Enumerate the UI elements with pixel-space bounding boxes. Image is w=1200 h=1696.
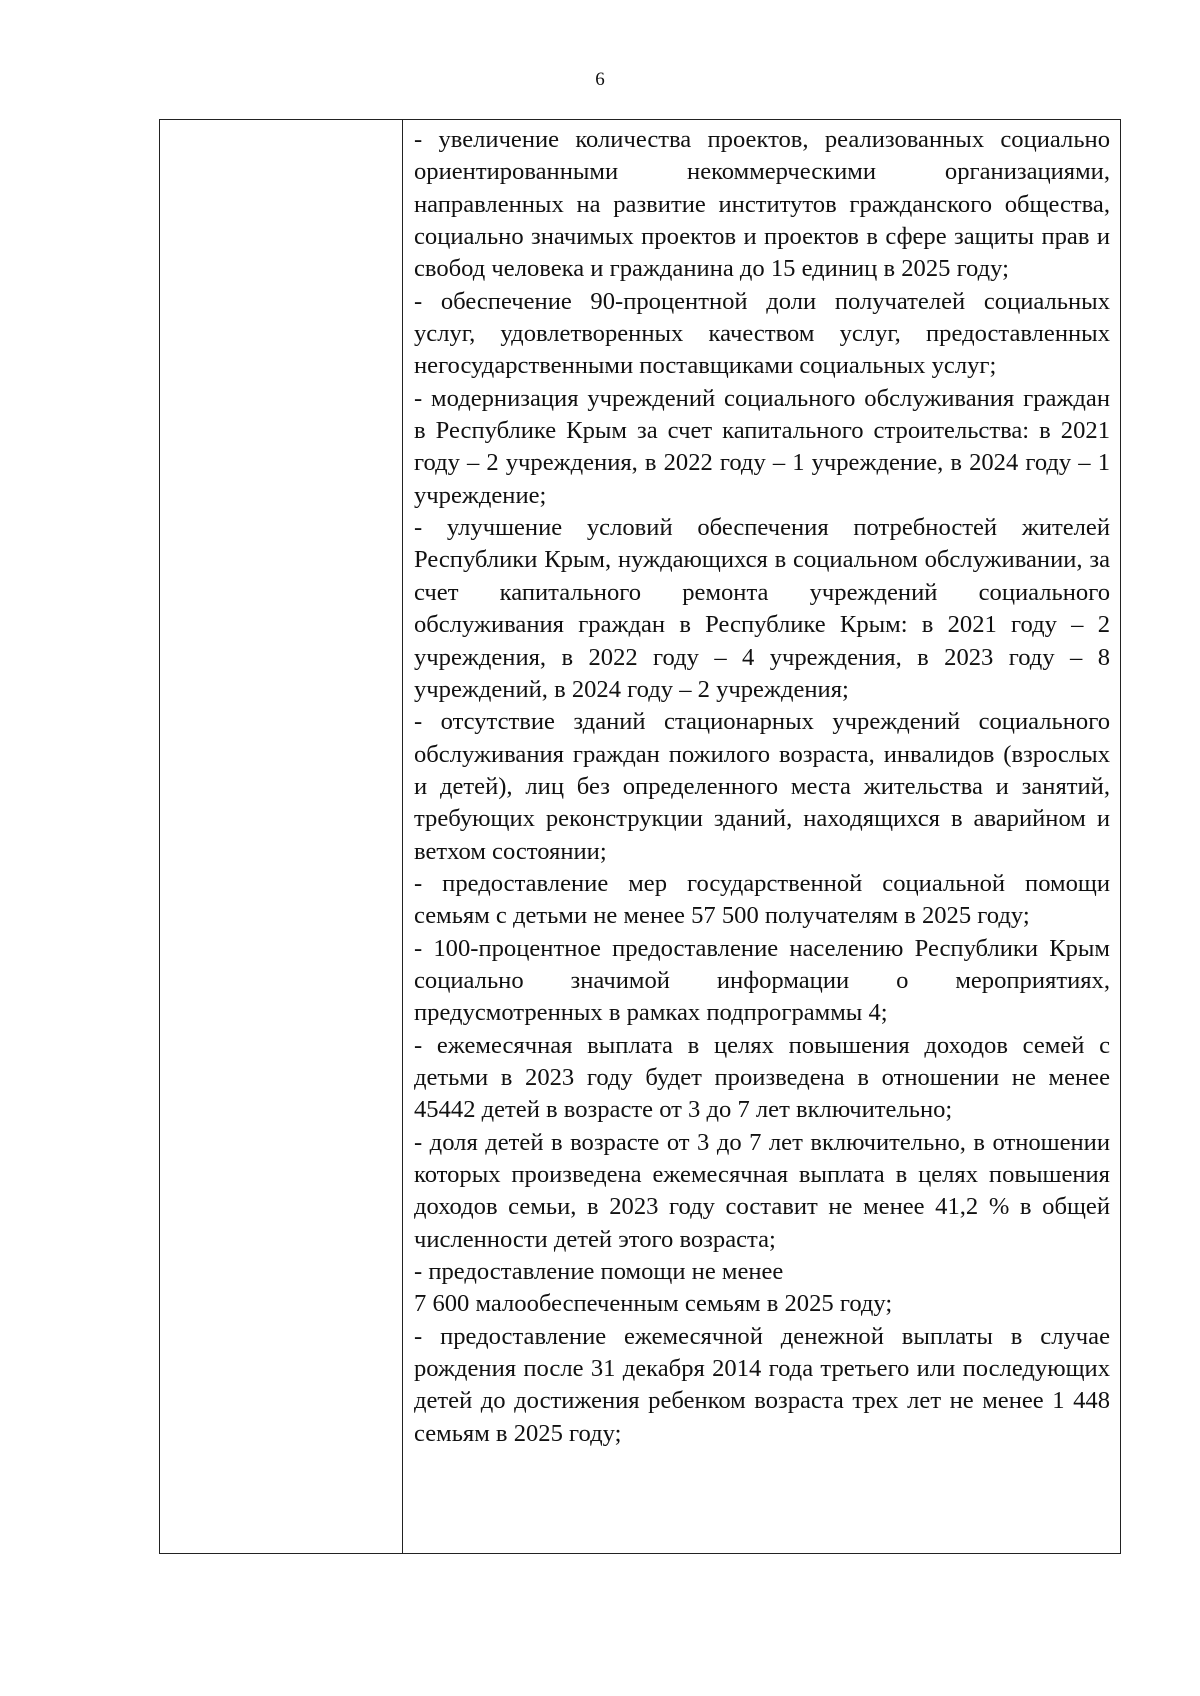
list-item: - 100-процентное предоставление населению Республики Крым социально значимой информации о мероприятиях, предусмотренных в рамках подпрограммы 4; [414,934,1110,1027]
list-item: - предоставление ежемесячной денежной выплаты в случае рождения после 31 декабря 2014 года третьего или последующих детей до достижения ребенком возраста трех лет не менее 1 448 семьям в 2025 году; [414,1322,1110,1447]
table-left-column [160,120,403,1553]
list-item: - предоставление помощи не менее 7 600 малообеспеченным семьям в 2025 году; [414,1258,893,1318]
list-item: - модернизация учреждений социального обслуживания граждан в Республике Крым за счет капитального строительства: в 2021 году – 2 учреждения, в 2022 году – 1 учреждение, в 2024 году – 1 учреждение; [414,384,1110,509]
list-item: - отсутствие зданий стационарных учреждений социального обслуживания граждан пожилого возраста, инвалидов (взрослых и детей), лиц без определенного места жительства и занятий, требующих реконструкции зданий, находящихся в аварийном и ветхом состоянии; [414,708,1110,865]
table-right-column [403,120,1120,1553]
document-table [159,119,1121,1554]
list-item: - предоставление мер государственной социальной помощи семьям с детьми не менее 57 500 получателям в 2025 году; [414,869,1110,930]
list-item: - улучшение условий обеспечения потребностей жителей Республики Крым, нуждающихся в социальном обслуживании, за счет капитального ремонта учреждений социального обслуживания граждан в Республике Крым: в 2021 году – 2 учреждения, в 2022 году – 4 учреждения, в 2023 году – 8 учреждений, в 2024 году – 2 учреждения; [414,514,1110,703]
list-item: - увеличение количества проектов, реализованных социально ориентированными некоммерческими организациями, направленных на развитие институтов гражданского общества, социально значимых проектов и проектов в сфере защиты прав и свобод человека и гражданина до 15 единиц в 2025 году; [414,126,1110,283]
page-number: 6 [595,69,605,90]
list-item: - ежемесячная выплата в целях повышения доходов семей с детьми в 2023 году будет произведена в отношении не менее 45442 детей в возрасте от 3 до 7 лет включительно; [414,1031,1110,1124]
list-item: - обеспечение 90-процентной доли получателей социальных услуг, удовлетворенных качеством услуг, предоставленных негосударственными поставщиками социальных услуг; [414,287,1110,380]
list-item: - доля детей в возрасте от 3 до 7 лет включительно, в отношении которых произведена ежемесячная выплата в целях повышения доходов семьи, в 2023 году составит не менее 41,2 % в общей численности детей этого возраста; [414,1128,1110,1253]
